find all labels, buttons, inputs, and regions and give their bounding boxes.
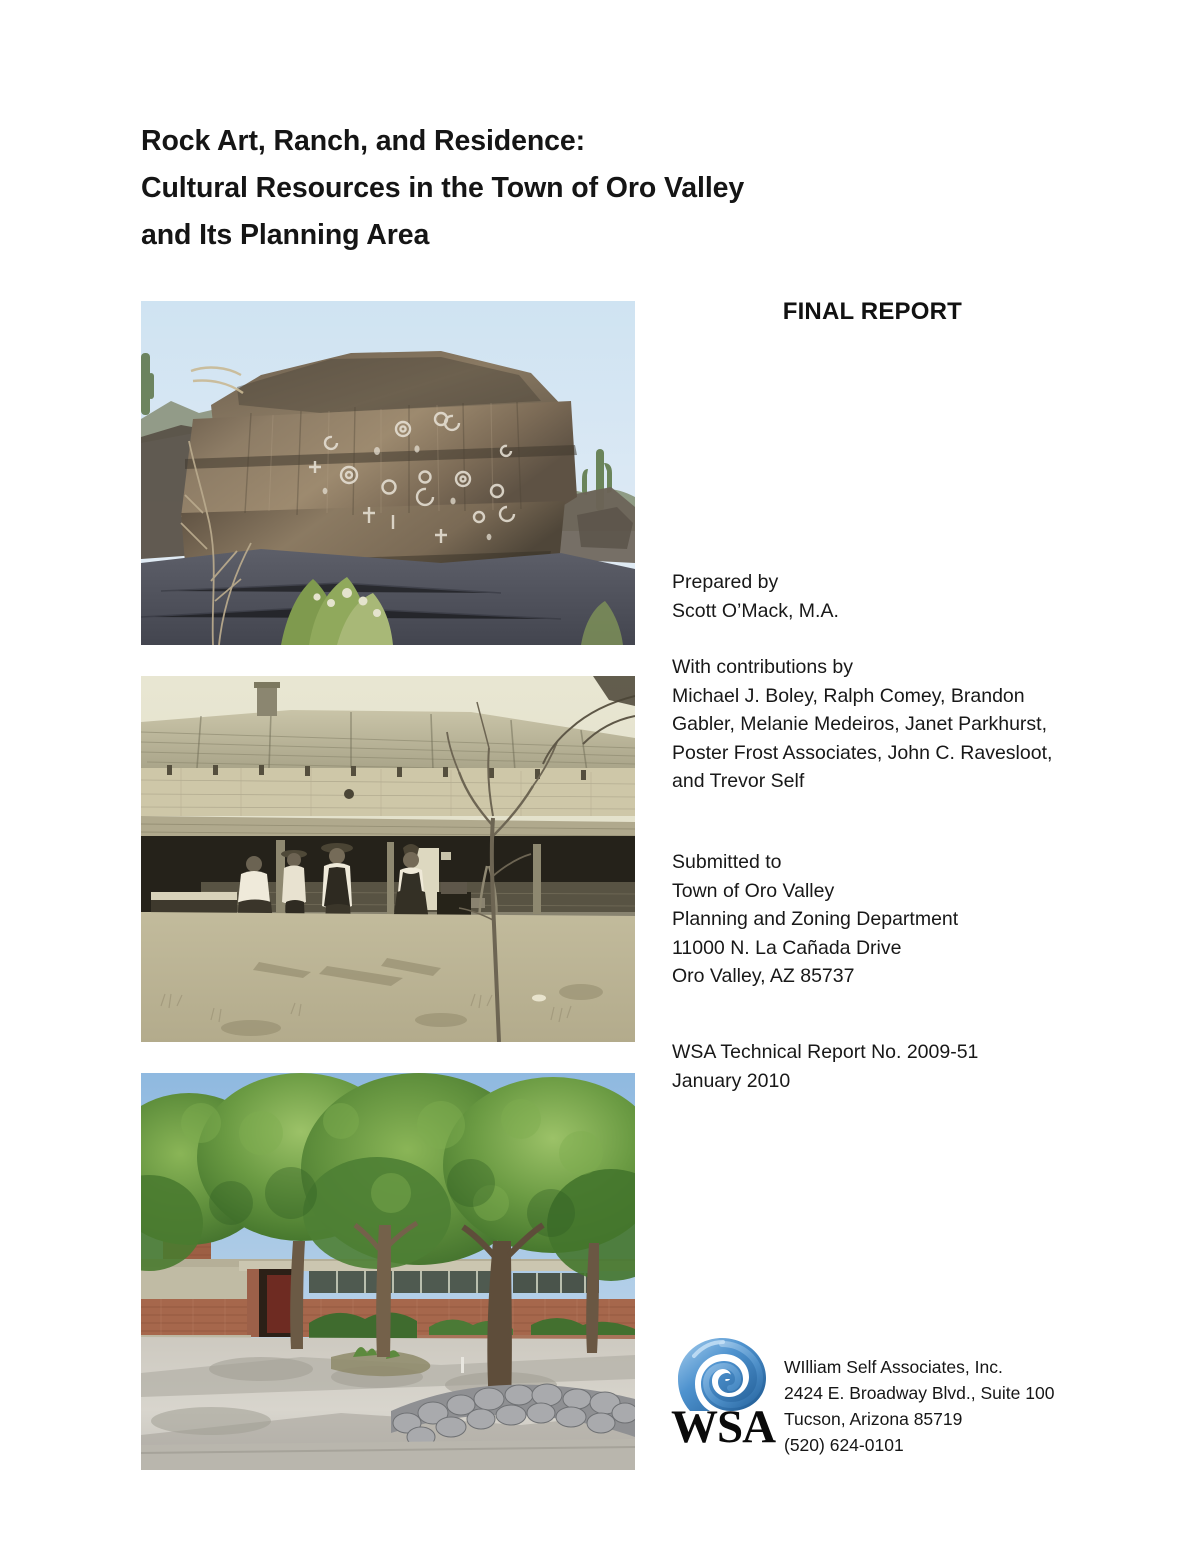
ground-stake [461,1357,464,1373]
submitted-to-department: Planning and Zoning Department [672,908,959,931]
contributions-block [672,653,1072,796]
publisher-city: Tucson, Arizona 85719 [784,1409,963,1429]
historic-ranch-house-photo [141,676,635,1042]
ground-object [532,995,546,1002]
contributions-heading: With contributions by [672,656,853,678]
submitted-to-org: Town of Oro Valley [672,879,835,902]
submitted-to-block [672,848,1072,991]
wsa-wordmark: WSA [671,1401,776,1453]
wall-vent [344,789,354,799]
contributor-names: Michael J. Boley, Ralph Comey, Brandon Gabler, Melanie Medeiros, Janet Parkhurst, Poster Frost Associates, John C. Ravesloot, and Trevor Self [672,684,1053,793]
report-date: January 2010 [672,1069,791,1092]
submitted-to-city: Oro Valley, AZ 85737 [672,965,855,988]
prepared-by-block [672,568,1072,625]
author-name: Scott O’Mack, M.A. [672,599,839,622]
title-line-1: Rock Art, Ranch, and Residence: [141,125,586,157]
publisher-phone: (520) 624-0101 [784,1435,904,1455]
publisher-street: 2424 E. Broadway Blvd., Suite 100 [784,1383,1055,1403]
petroglyph-boulder-photo [141,301,635,645]
submitted-to-street: 11000 N. La Cañada Drive [672,936,902,959]
page-title [141,118,1041,259]
report-meta-block [672,1038,1072,1095]
submitted-to-heading: Submitted to [672,851,782,873]
title-line-3: and Its Planning Area [141,219,430,251]
publisher-address [784,1354,1054,1458]
front-door [267,1275,293,1333]
petroglyph-boulder-image [141,301,635,645]
modern-residence-image [141,1073,635,1470]
prepared-by-heading: Prepared by [672,571,779,593]
historic-ranch-house-image [141,676,635,1042]
modern-residence-photo [141,1073,635,1470]
publisher-block [671,1336,1074,1466]
publisher-company: WIlliam Self Associates, Inc. [784,1357,1003,1377]
title-line-2: Cultural Resources in the Town of Oro Valley [141,172,745,204]
report-number: WSA Technical Report No. 2009-51 [672,1041,979,1063]
chimney [257,684,277,716]
final-report-label: FINAL REPORT [782,298,962,325]
